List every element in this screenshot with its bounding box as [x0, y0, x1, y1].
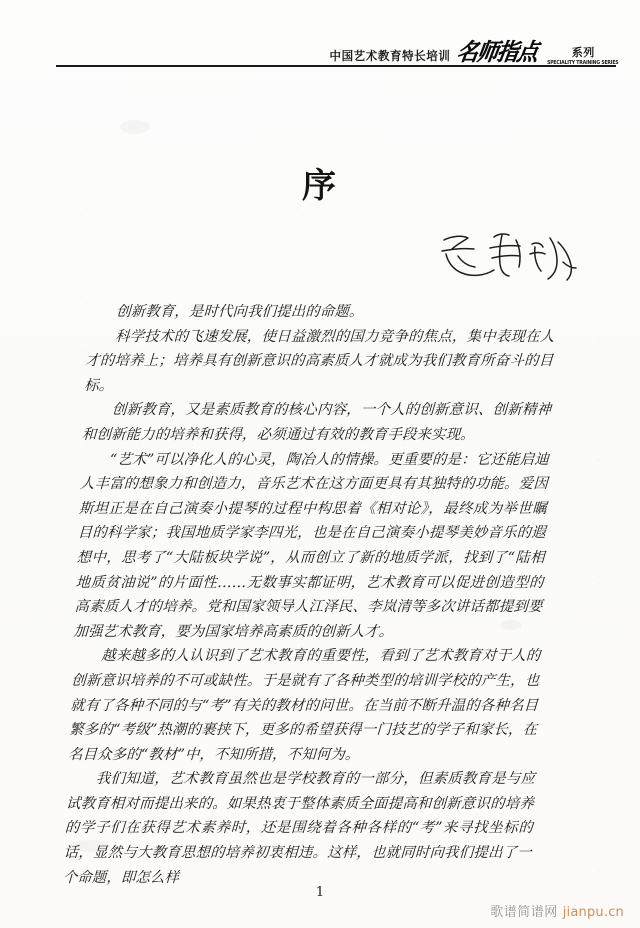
header-series-block [544, 47, 622, 69]
preface-body [62, 300, 556, 890]
header-series-label: 系列 [571, 45, 595, 59]
page-number: 1 [315, 885, 325, 900]
body-paragraph: “艺术”可以净化人的心灵，陶冶人的情操。更重要的是：它还能启迪人丰富的想象力和创造力，音乐艺术在这方面更具有其独特的功能。爱因斯坦正是在自己演奏小提琴的过程中构思着《相对论》，最终成为举世瞩目的科学家；我国地质学家李四光，也是在自己演奏小提琴美妙音乐的遐想中，思考了“大陆板块学说”，从而创立了新的地质学派，找到了“陆相地质贫油说”的片面性……无数事实都证明，艺术教育可以促进创造型的高素质人才的培养。党和国家领导人江泽民、李岚清等多次讲话都提到要加强艺术教育，要为国家培养高素质的创新人才。 [73, 451, 550, 640]
brand-logo-text: 名师指点 [455, 37, 540, 66]
header-series-text: 中国艺术教育特长培训 [329, 48, 451, 64]
body-paragraph: 我们知道，艺术教育虽然也是学校教育的一部分，但素质教育是与应试教育相对而提出来的。如果热衷于整体素质全面提高和创新意识的培养的学子们在获得艺术素养时，还是围绕着各种各样的“考”来寻找坐标的话，显然与大教育思想的培养初衷相违。这样，也就同时向我们提出了一个命题，即怎么样 [62, 771, 536, 886]
body-paragraph: 越来越多的人认识到了艺术教育的重要性，看到了艺术教育对于人的创新意识培养的不可或缺性。于是就有了各种类型的培训学校的产生，也就有了各种不同的与“考”有关的教材的问世。在当前不断升温的各种名目繁多的“考级”热潮的裹挟下，更多的希望获得一门技艺的学子和家长，在名目众多的“教材”中，不知所措，不知何为。 [67, 648, 541, 763]
scan-artifact [120, 120, 150, 134]
body-paragraph: 创新教育，是时代向我们提出的命题。 [115, 304, 364, 320]
signature-icon [432, 218, 582, 290]
page-title: 序 [302, 166, 338, 206]
page-header [56, 36, 630, 76]
site-watermark [490, 901, 624, 920]
watermark-url: jianpu.cn [562, 905, 624, 920]
watermark-site-name: 歌谱简谱网 [490, 905, 558, 920]
body-paragraph: 科学技术的飞速发展，使日益激烈的国力竞争的焦点，集中表现在人才的培养上；培养具有创新意识的高素质人才就成为我们教育所奋斗的目标。 [83, 328, 555, 394]
header-branding [329, 36, 622, 69]
body-paragraph: 创新教育，又是素质教育的核心内容，一个人的创新意识、创新精神和创新能力的培养和获得，必须通过有效的教育手段来实现。 [81, 402, 552, 443]
header-series-subtitle: SPECIALITY TRAINING SERIES [547, 60, 619, 66]
handwritten-signature [432, 218, 582, 290]
